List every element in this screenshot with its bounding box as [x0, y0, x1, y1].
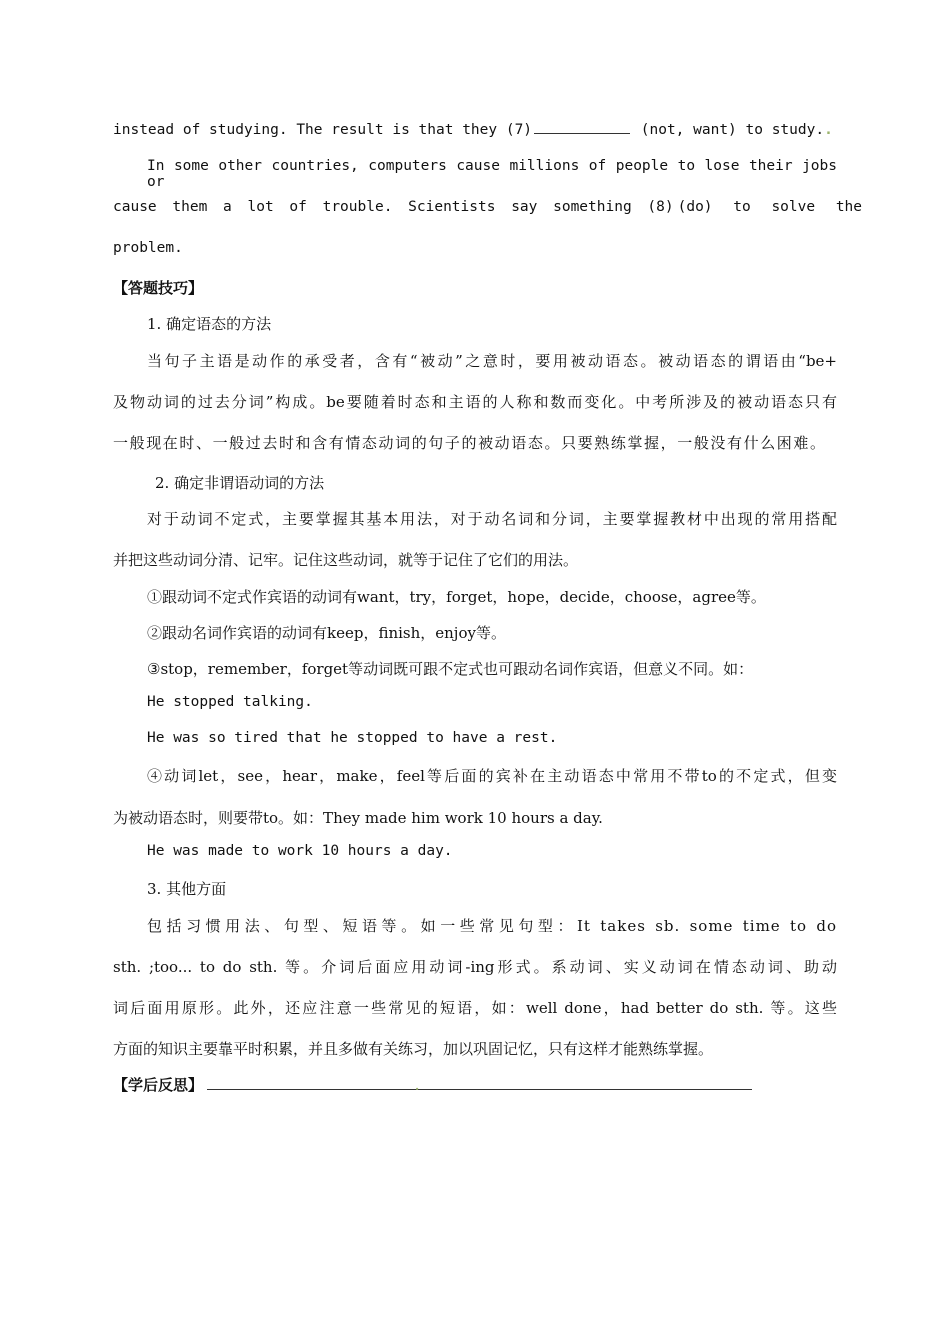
list-item-3: ③stop，remember，forget等动词既可跟不定式也可跟动名词作宾语，但意义不同。如：: [147, 660, 754, 678]
section-1-paragraph-line: [113, 391, 837, 412]
list-item-2: ②跟动名词作宾语的动词有keep，finish，enjoy等。: [147, 624, 506, 642]
example-sentence: He stopped talking.: [147, 694, 313, 710]
decoration-dot: .: [415, 1079, 420, 1093]
paragraph-text: 当句子主语是动作的承受者，含有“被动”之意时，要用被动语态。被动语态的谓语由“be+: [147, 352, 837, 370]
passage-line-3: [113, 199, 863, 215]
list-item-4: [147, 765, 837, 786]
answer-blank-7[interactable]: [534, 132, 630, 134]
section-3-paragraph-line: [113, 997, 837, 1018]
section-1-title: 1. 确定语态的方法: [147, 315, 272, 333]
passage-text: In some other countries, computers cause millions of people to lose their jobs or: [147, 158, 837, 190]
paragraph-text: 词后面用原形。此外，还应注意一些常见的短语，如：well done，had better do sth. 等。这些: [113, 999, 837, 1017]
passage-line-2: [147, 158, 837, 190]
passage-text: (not, want) to study.: [632, 122, 825, 138]
paragraph-text: ④动词let，see，hear，make，feel等后面的宾补在主动语态中常用不带to的不定式，但变: [147, 767, 837, 785]
section-3-paragraph-line: [113, 956, 837, 977]
paragraph-text: 包括习惯用法、句型、短语等。如一些常见句型：It takes sb. some time to do: [147, 917, 837, 935]
decoration-dot: .: [824, 122, 833, 138]
tips-heading: 【答题技巧】: [113, 279, 204, 297]
passage-text: cause them a lot of trouble. Scientists say something (8): [113, 199, 674, 215]
list-item-4-continued: 为被动语态时，则要带to。如：They made him work 10 hours a day.: [113, 809, 603, 827]
reflection-heading: 【学后反思】: [113, 1076, 204, 1094]
paragraph-text: 一般现在时、一般过去时和含有情态动词的句子的被动语态。只要熟练掌握，一般没有什么困难。: [113, 434, 825, 452]
section-2-paragraph-line: 并把这些动词分清、记牢。记住这些动词，就等于记住了它们的用法。: [113, 551, 579, 569]
passage-line-1: [113, 122, 833, 138]
passage-text: instead of studying. The result is that they (7): [113, 122, 533, 138]
paragraph-text: 及物动词的过去分词”构成。be要随着时态和主语的人称和数而变化。中考所涉及的被动语态只有: [113, 393, 837, 411]
section-2-paragraph-line: [147, 508, 837, 529]
section-1-paragraph-line: [113, 432, 825, 453]
passage-text: problem.: [113, 240, 183, 256]
section-3-title: 3. 其他方面: [147, 880, 227, 898]
reflection-row: [113, 1074, 752, 1095]
example-sentence: He was made to work 10 hours a day.: [147, 843, 453, 859]
section-3-paragraph-line: [147, 915, 837, 936]
example-sentence: He was so tired that he stopped to have a rest.: [147, 730, 558, 746]
section-1-paragraph-line: [147, 350, 837, 371]
section-2-title: 2. 确定非谓语动词的方法: [155, 474, 325, 492]
paragraph-text: sth. ;too... to do sth. 等。介词后面应用动词-ing形式。系动词、实义动词在情态动词、助动: [113, 958, 837, 976]
section-3-paragraph-line: 方面的知识主要靠平时积累，并且多做有关练习，加以巩固记忆，只有这样才能熟练掌握。: [113, 1040, 714, 1058]
reflection-answer-line[interactable]: [207, 1075, 752, 1093]
passage-line-4: [113, 240, 183, 256]
passage-text: (do) to solve the: [677, 199, 863, 215]
list-item-1: ①跟动词不定式作宾语的动词有want，try，forget，hope，decide，choose，agree等。: [147, 588, 766, 606]
paragraph-text: 对于动词不定式，主要掌握其基本用法，对于动名词和分词，主要掌握教材中出现的常用搭配: [147, 510, 837, 528]
